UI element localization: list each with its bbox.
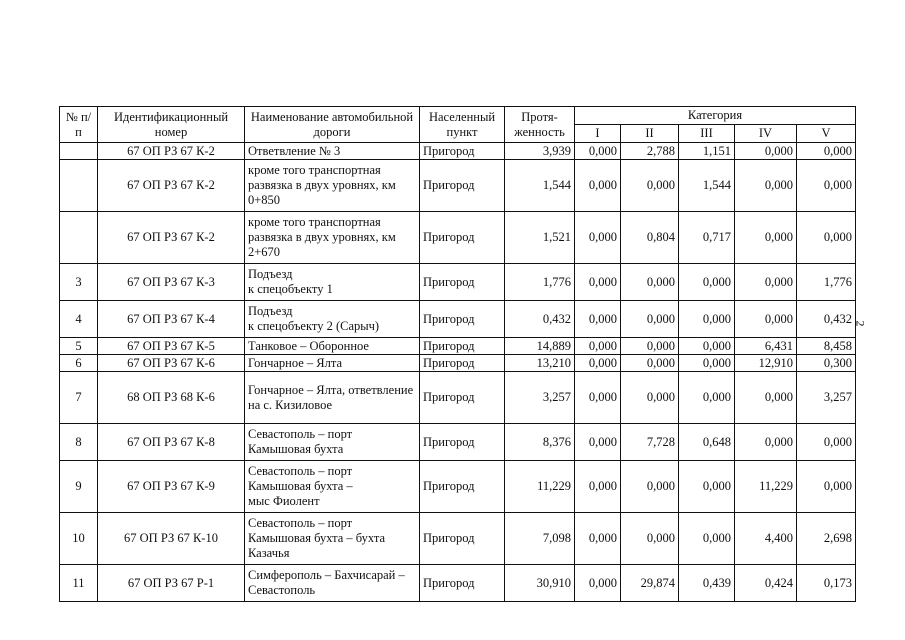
- row-num: 10: [60, 513, 98, 565]
- row-cat-4: 0,000: [735, 424, 797, 461]
- table-row: [60, 212, 856, 264]
- row-locality: Пригород: [420, 513, 505, 565]
- row-cat-3: 0,000: [679, 461, 735, 513]
- row-cat-5: 0,000: [797, 212, 856, 264]
- row-cat-1: 0,000: [575, 338, 621, 355]
- row-cat-3: 0,000: [679, 372, 735, 424]
- row-cat-4: 0,000: [735, 212, 797, 264]
- row-cat-1: 0,000: [575, 212, 621, 264]
- row-name: [245, 301, 420, 338]
- row-num: 8: [60, 424, 98, 461]
- row-cat-2: 0,000: [621, 160, 679, 212]
- row-locality: Пригород: [420, 160, 505, 212]
- row-cat-4: 12,910: [735, 355, 797, 372]
- header-cat-3: III: [679, 125, 735, 143]
- row-name-line: Подъезд: [248, 304, 293, 318]
- row-length: 1,776: [505, 264, 575, 301]
- header-id: Идентификационный номер: [98, 107, 245, 143]
- row-name: [245, 160, 420, 212]
- row-name-line: Ответвление № 3: [248, 143, 341, 158]
- row-length: 3,939: [505, 143, 575, 160]
- row-cat-1: 0,000: [575, 160, 621, 212]
- row-cat-5: 0,300: [797, 355, 856, 372]
- row-locality: Пригород: [420, 355, 505, 372]
- row-cat-4: 0,000: [735, 143, 797, 160]
- row-cat-1: 0,000: [575, 461, 621, 513]
- row-cat-3: 0,648: [679, 424, 735, 461]
- table-row: [60, 264, 856, 301]
- header-num: № п/п: [60, 107, 98, 143]
- row-id: 67 ОП РЗ 67 К-9: [98, 461, 245, 513]
- row-name-line: на с. Кизиловое: [248, 397, 333, 412]
- row-cat-1: 0,000: [575, 264, 621, 301]
- row-name: [245, 355, 420, 372]
- row-name: [245, 565, 420, 602]
- row-cat-5: 8,458: [797, 338, 856, 355]
- row-cat-5: 0,173: [797, 565, 856, 602]
- row-name-line: Севастополь – порт Камышовая бухта –: [248, 464, 353, 493]
- row-length: 8,376: [505, 424, 575, 461]
- row-locality: Пригород: [420, 338, 505, 355]
- row-cat-1: 0,000: [575, 355, 621, 372]
- row-name-line: Севастополь – порт Камышовая бухта – бухта Казачья: [248, 516, 386, 560]
- row-cat-5: 0,000: [797, 160, 856, 212]
- row-locality: Пригород: [420, 264, 505, 301]
- header-locality: Населенный пункт: [420, 107, 505, 143]
- row-id: 67 ОП РЗ 67 К-4: [98, 301, 245, 338]
- row-num: 4: [60, 301, 98, 338]
- row-name-line: кроме того транспортная развязка в двух уровнях, км 2+670: [248, 215, 396, 259]
- row-cat-5: 2,698: [797, 513, 856, 565]
- page-number: 2: [853, 320, 868, 327]
- row-locality: Пригород: [420, 143, 505, 160]
- row-name: [245, 338, 420, 355]
- row-cat-2: 29,874: [621, 565, 679, 602]
- row-cat-3: 0,000: [679, 355, 735, 372]
- row-cat-4: 11,229: [735, 461, 797, 513]
- roads-table: [59, 106, 856, 602]
- row-name-line: Севастополь – порт Камышовая бухта: [248, 427, 353, 456]
- row-id: 67 ОП РЗ 67 Р-1: [98, 565, 245, 602]
- row-id: 67 ОП РЗ 67 К-2: [98, 143, 245, 160]
- table-row: [60, 143, 856, 160]
- header-name: Наименование автомобильной дороги: [245, 107, 420, 143]
- row-id: 67 ОП РЗ 67 К-3: [98, 264, 245, 301]
- row-name: [245, 461, 420, 513]
- row-cat-2: 7,728: [621, 424, 679, 461]
- table-row: [60, 461, 856, 513]
- row-name-line: кроме того транспортная развязка в двух уровнях, км 0+850: [248, 163, 396, 207]
- row-cat-3: 0,000: [679, 338, 735, 355]
- row-id: 67 ОП РЗ 67 К-8: [98, 424, 245, 461]
- header-cat-4: IV: [735, 125, 797, 143]
- row-cat-4: 0,000: [735, 264, 797, 301]
- table-row: [60, 160, 856, 212]
- row-cat-1: 0,000: [575, 424, 621, 461]
- row-name: [245, 424, 420, 461]
- row-length: 30,910: [505, 565, 575, 602]
- row-num: [60, 160, 98, 212]
- header-cat-5: V: [797, 125, 856, 143]
- row-cat-1: 0,000: [575, 143, 621, 160]
- row-length: 13,210: [505, 355, 575, 372]
- row-cat-5: 0,000: [797, 424, 856, 461]
- row-cat-2: 0,000: [621, 264, 679, 301]
- row-name: [245, 513, 420, 565]
- header-category: Категория: [575, 107, 856, 125]
- row-num: [60, 143, 98, 160]
- row-length: 7,098: [505, 513, 575, 565]
- row-cat-2: 0,000: [621, 372, 679, 424]
- row-id: 67 ОП РЗ 67 К-5: [98, 338, 245, 355]
- row-id: 67 ОП РЗ 67 К-6: [98, 355, 245, 372]
- table-row: [60, 355, 856, 372]
- row-cat-4: 0,000: [735, 160, 797, 212]
- row-num: 3: [60, 264, 98, 301]
- row-cat-2: 0,000: [621, 338, 679, 355]
- row-num: 6: [60, 355, 98, 372]
- row-cat-4: 6,431: [735, 338, 797, 355]
- row-cat-5: 0,432: [797, 301, 856, 338]
- table-body: [60, 143, 856, 602]
- row-cat-2: 0,000: [621, 513, 679, 565]
- row-cat-2: 0,000: [621, 355, 679, 372]
- row-name-line: Гончарное – Ялта, ответвление: [248, 382, 414, 397]
- row-locality: Пригород: [420, 301, 505, 338]
- row-id: 67 ОП РЗ 67 К-10: [98, 513, 245, 565]
- row-length: 11,229: [505, 461, 575, 513]
- row-num: [60, 212, 98, 264]
- table-row: [60, 565, 856, 602]
- row-name-line: Симферополь – Бахчисарай – Севастополь: [248, 568, 405, 597]
- row-cat-4: 0,000: [735, 372, 797, 424]
- row-cat-3: 1,544: [679, 160, 735, 212]
- row-num: 9: [60, 461, 98, 513]
- table-header: [60, 107, 856, 143]
- header-cat-2: II: [621, 125, 679, 143]
- row-name-line: к спецобъекту 2 (Сарыч): [248, 319, 380, 333]
- row-locality: Пригород: [420, 424, 505, 461]
- row-length: 0,432: [505, 301, 575, 338]
- row-cat-1: 0,000: [575, 565, 621, 602]
- row-cat-5: 0,000: [797, 143, 856, 160]
- row-length: 1,521: [505, 212, 575, 264]
- row-name: [245, 372, 420, 424]
- row-cat-3: 0,717: [679, 212, 735, 264]
- row-id: 67 ОП РЗ 67 К-2: [98, 212, 245, 264]
- row-cat-3: 1,151: [679, 143, 735, 160]
- row-name-line: мыс Фиолент: [248, 494, 320, 508]
- row-name-line: Гончарное – Ялта: [248, 355, 343, 370]
- row-cat-4: 4,400: [735, 513, 797, 565]
- row-locality: Пригород: [420, 372, 505, 424]
- row-num: 5: [60, 338, 98, 355]
- row-cat-1: 0,000: [575, 513, 621, 565]
- row-cat-5: 0,000: [797, 461, 856, 513]
- row-name: [245, 212, 420, 264]
- row-length: 14,889: [505, 338, 575, 355]
- row-cat-5: 1,776: [797, 264, 856, 301]
- row-length: 3,257: [505, 372, 575, 424]
- row-cat-4: 0,000: [735, 301, 797, 338]
- row-name: [245, 264, 420, 301]
- row-length: 1,544: [505, 160, 575, 212]
- table-row: [60, 338, 856, 355]
- row-id: 67 ОП РЗ 67 К-2: [98, 160, 245, 212]
- table-row: [60, 301, 856, 338]
- row-num: 7: [60, 372, 98, 424]
- row-num: 11: [60, 565, 98, 602]
- header-cat-1: I: [575, 125, 621, 143]
- row-cat-2: 0,000: [621, 461, 679, 513]
- table-row: [60, 372, 856, 424]
- header-length: Протя-женность: [505, 107, 575, 143]
- row-locality: Пригород: [420, 565, 505, 602]
- row-cat-3: 0,000: [679, 513, 735, 565]
- row-cat-2: 0,804: [621, 212, 679, 264]
- table-row: [60, 424, 856, 461]
- row-cat-2: 0,000: [621, 301, 679, 338]
- row-locality: Пригород: [420, 461, 505, 513]
- row-id: 68 ОП РЗ 68 К-6: [98, 372, 245, 424]
- table-row: [60, 513, 856, 565]
- row-cat-3: 0,000: [679, 264, 735, 301]
- row-cat-5: 3,257: [797, 372, 856, 424]
- row-name-line: к спецобъекту 1: [248, 282, 333, 296]
- row-cat-4: 0,424: [735, 565, 797, 602]
- row-cat-2: 2,788: [621, 143, 679, 160]
- row-cat-3: 0,000: [679, 301, 735, 338]
- row-name-line: Танковое – Оборонное: [248, 338, 369, 353]
- row-locality: Пригород: [420, 212, 505, 264]
- row-cat-1: 0,000: [575, 372, 621, 424]
- row-name: [245, 143, 420, 160]
- row-cat-1: 0,000: [575, 301, 621, 338]
- row-cat-3: 0,439: [679, 565, 735, 602]
- row-name-line: Подъезд: [248, 267, 293, 281]
